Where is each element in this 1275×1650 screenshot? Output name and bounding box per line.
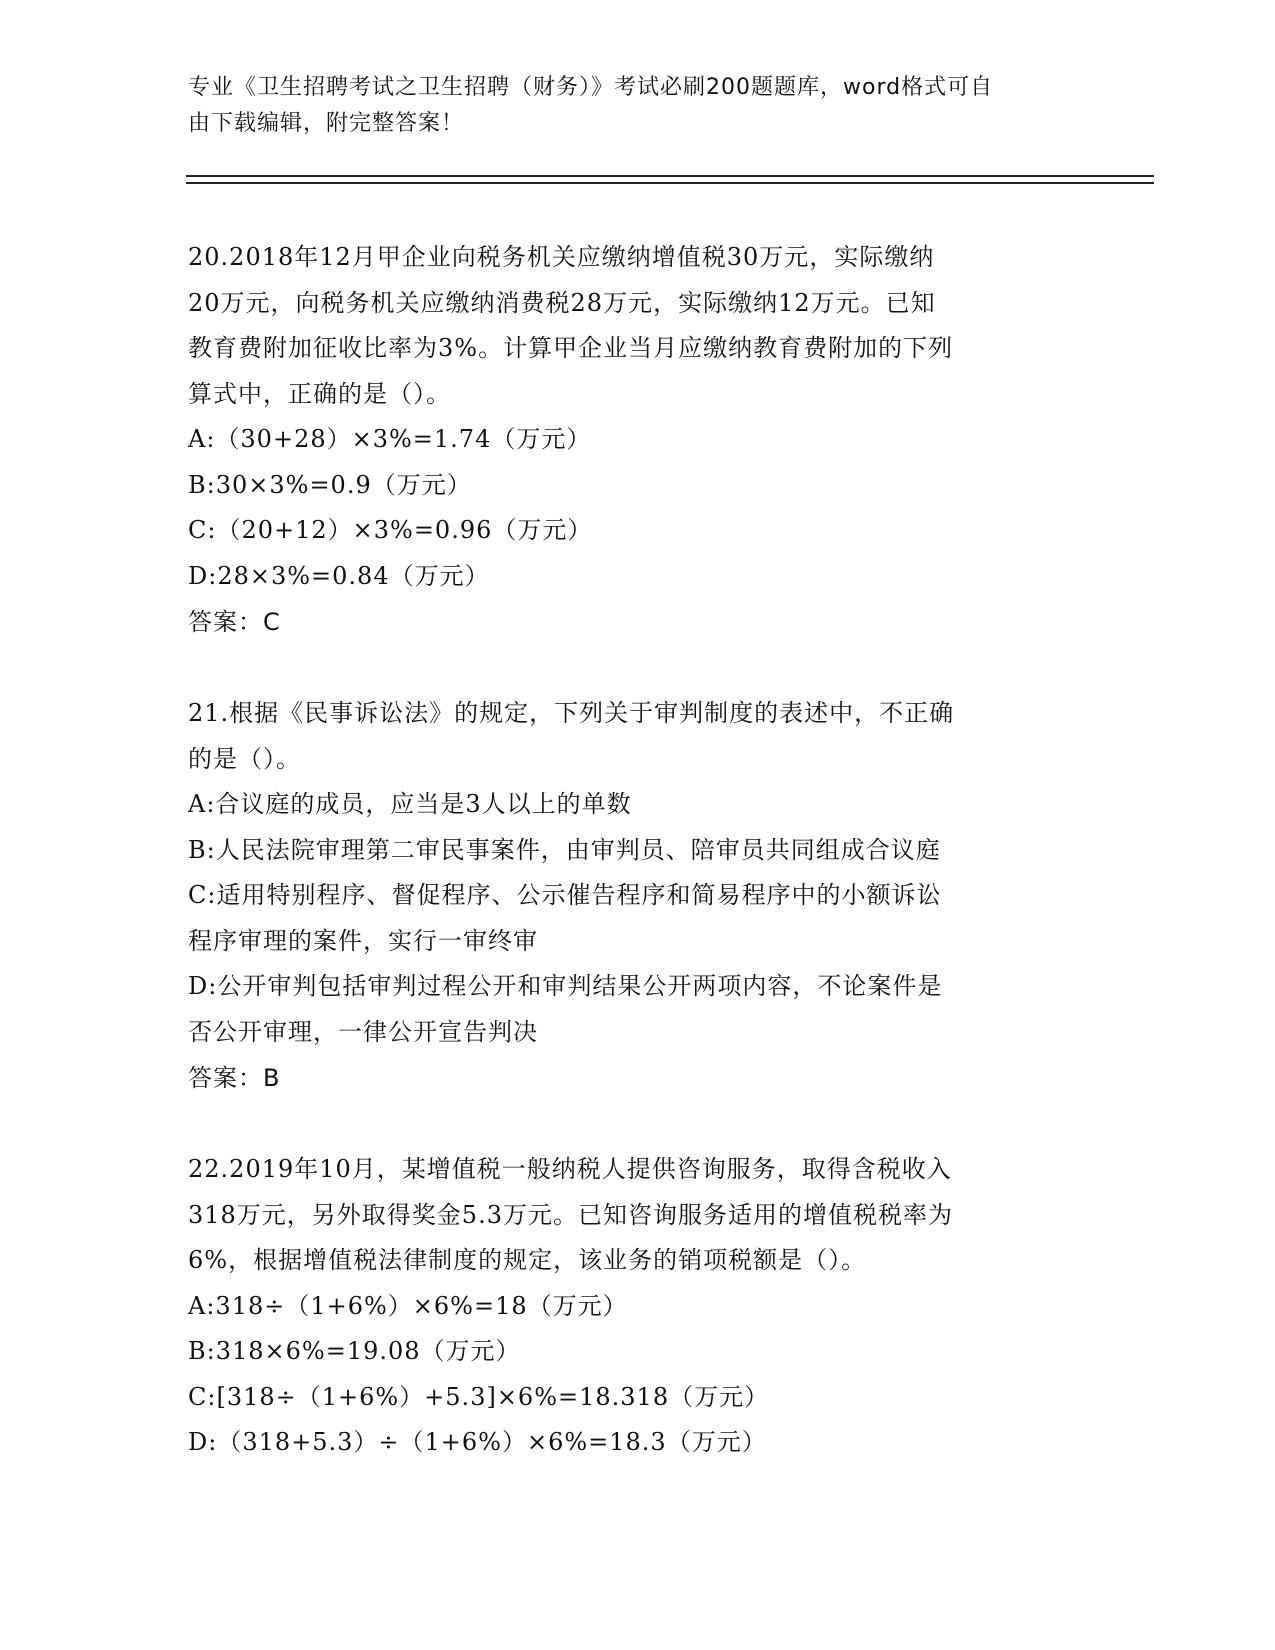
question-stem-line: 教育费附加征收比率为3%。计算甲企业当月应缴纳教育费附加的下列 bbox=[188, 334, 954, 362]
option-b: B:318×6%=19.08（万元） bbox=[188, 1337, 521, 1365]
answer-label: 答案：B bbox=[188, 1064, 281, 1092]
question-stem-line: 20.2018年12月甲企业向税务机关应缴纳增值税30万元，实际缴纳 bbox=[188, 243, 935, 271]
question-stem-line: 20万元，向税务机关应缴纳消费税28万元，实际缴纳12万元。已知 bbox=[188, 288, 936, 317]
option-c: C:[318÷（1+6%）+5.3]×6%=18.318（万元） bbox=[188, 1382, 770, 1411]
header-divider-bottom bbox=[186, 182, 1154, 184]
header-line-1: 专业《卫生招聘考试之卫生招聘（财务）》考试必刷200题题库，word格式可自 bbox=[188, 75, 994, 100]
option-b: B:30×3%=0.9（万元） bbox=[188, 470, 472, 499]
option-d: D:（318+5.3）÷（1+6%）×6%=18.3（万元） bbox=[188, 1428, 767, 1456]
questions-list bbox=[188, 235, 1088, 1512]
question-stem-line: 21.根据《民事诉讼法》的规定，下列关于审判制度的表述中，不正确 bbox=[188, 699, 955, 727]
question-stem-line: 22.2019年10月，某增值税一般纳税人提供咨询服务，取得含税收入 bbox=[188, 1155, 952, 1183]
question-stem-line: 的是（）。 bbox=[188, 744, 301, 773]
option-c-continued: 程序审理的案件，实行一审终审 bbox=[188, 926, 538, 955]
option-a: A:（30+28）×3%=1.74（万元） bbox=[188, 425, 592, 453]
question-20 bbox=[188, 235, 1088, 645]
option-d-continued: 否公开审理，一律公开宣告判决 bbox=[188, 1017, 538, 1046]
option-d: D:28×3%=0.84（万元） bbox=[188, 561, 490, 590]
question-21 bbox=[188, 691, 1088, 1101]
answer-label: 答案：C bbox=[188, 608, 281, 636]
question-stem-line: 算式中，正确的是（）。 bbox=[188, 379, 451, 408]
option-c: C:（20+12）×3%=0.96（万元） bbox=[188, 516, 593, 544]
option-a: A:合议庭的成员，应当是3人以上的单数 bbox=[188, 790, 632, 818]
header-divider-top bbox=[186, 175, 1154, 177]
option-a: A:318÷（1+6%）×6%=18（万元） bbox=[188, 1291, 628, 1320]
option-b: B:人民法院审理第二审民事案件，由审判员、陪审员共同组成合议庭 bbox=[188, 835, 941, 864]
option-c: C:适用特别程序、督促程序、公示催告程序和简易程序中的小额诉讼 bbox=[188, 881, 942, 909]
document-header bbox=[188, 70, 1088, 142]
option-d: D:公开审判包括审判过程公开和审判结果公开两项内容，不论案件是 bbox=[188, 972, 943, 1000]
header-line-2: 由下载编辑，附完整答案！ bbox=[188, 111, 465, 136]
question-stem-line: 318万元，另外取得奖金5.3万元。已知咨询服务适用的增值税税率为 bbox=[188, 1200, 953, 1229]
question-22 bbox=[188, 1147, 1088, 1466]
question-stem-line: 6%，根据增值税法律制度的规定，该业务的销项税额是（）。 bbox=[188, 1246, 867, 1274]
